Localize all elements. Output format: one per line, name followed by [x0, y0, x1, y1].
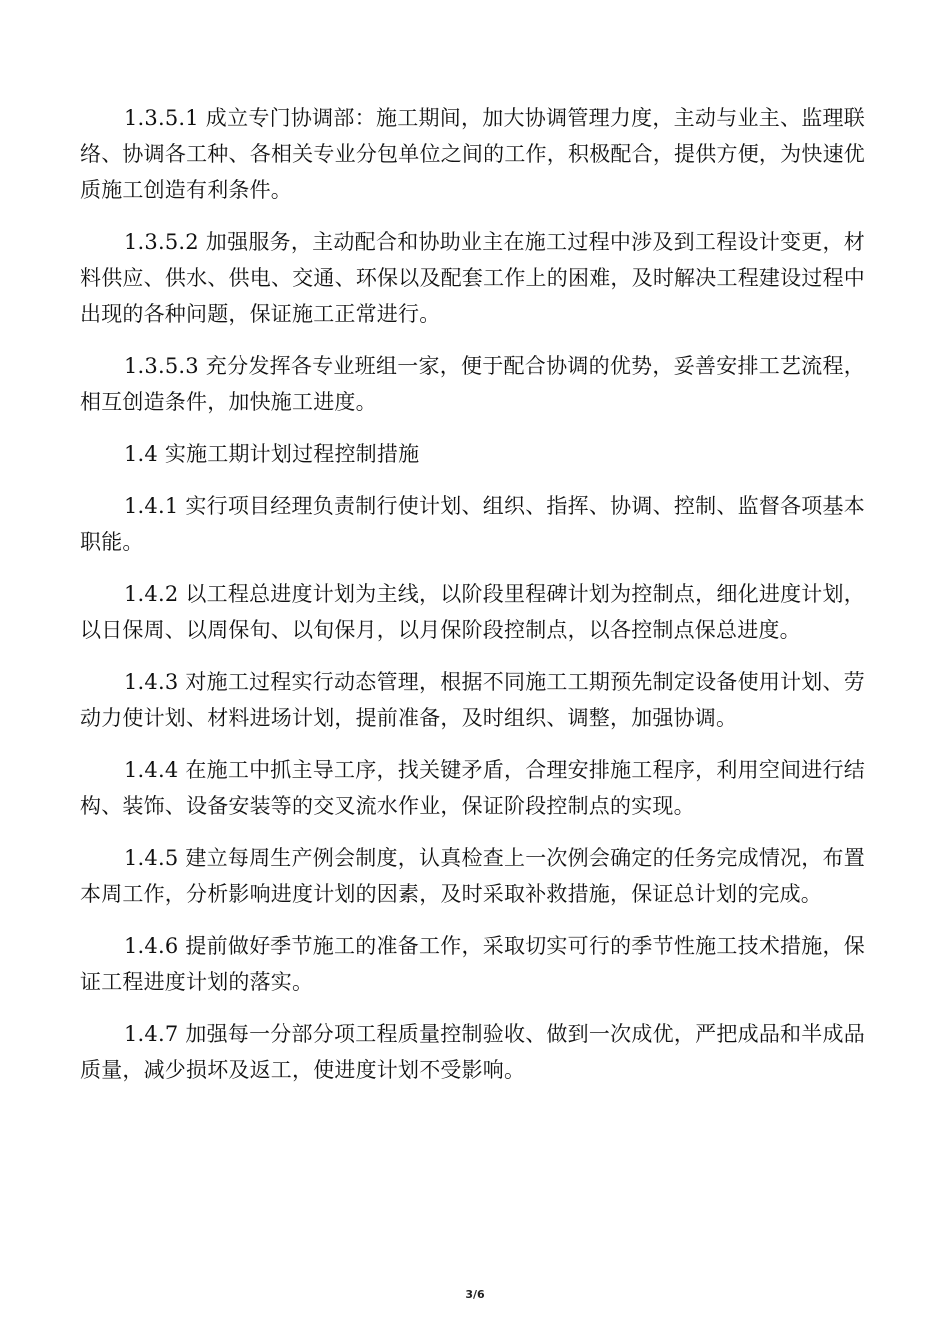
document-body: [80, 100, 865, 1104]
paragraph-1-3-5-1: 1.3.5.1 成立专门协调部：施工期间，加大协调管理力度，主动与业主、监理联络、协调各工种、各相关专业分包单位之间的工作，积极配合，提供方便，为快速优质施工创造有利条件。: [80, 106, 865, 202]
paragraph-1-4-2: 1.4.2 以工程总进度计划为主线，以阶段里程碑计划为控制点，细化进度计划，以日保周、以周保旬、以旬保月，以月保阶段控制点，以各控制点保总进度。: [80, 582, 865, 642]
paragraph-1-3-5-2: 1.3.5.2 加强服务，主动配合和协助业主在施工过程中涉及到工程设计变更，材料供应、供水、供电、交通、环保以及配套工作上的困难，及时解决工程建设过程中出现的各种问题，保证施工正常进行。: [80, 230, 865, 326]
paragraph-1-4-6: 1.4.6 提前做好季节施工的准备工作，采取切实可行的季节性施工技术措施，保证工程进度计划的落实。: [80, 934, 865, 994]
page-number: 3/6: [465, 1288, 485, 1301]
paragraph-1-4-3: 1.4.3 对施工过程实行动态管理，根据不同施工工期预先制定设备使用计划、劳动力使计划、材料进场计划，提前准备，及时组织、调整，加强协调。: [80, 670, 865, 730]
paragraph-1-4-4: 1.4.4 在施工中抓主导工序，找关键矛盾，合理安排施工程序，利用空间进行结构、装饰、设备安装等的交叉流水作业，保证阶段控制点的实现。: [80, 758, 865, 818]
paragraph-1-3-5-3: 1.3.5.3 充分发挥各专业班组一家，便于配合协调的优势，妥善安排工艺流程，相互创造条件，加快施工进度。: [80, 354, 865, 414]
paragraph-1-4-1: 1.4.1 实行项目经理负责制行使计划、组织、指挥、协调、控制、监督各项基本职能。: [80, 494, 865, 554]
section-heading-1-4: 1.4 实施工期计划过程控制措施: [124, 442, 420, 466]
paragraph-1-4-7: 1.4.7 加强每一分部分项工程质量控制验收、做到一次成优，严把成品和半成品质量，减少损坏及返工，使进度计划不受影响。: [80, 1022, 865, 1082]
paragraph-1-4-5: 1.4.5 建立每周生产例会制度，认真检查上一次例会确定的任务完成情况，布置本周工作，分析影响进度计划的因素，及时采取补救措施，保证总计划的完成。: [80, 846, 865, 906]
